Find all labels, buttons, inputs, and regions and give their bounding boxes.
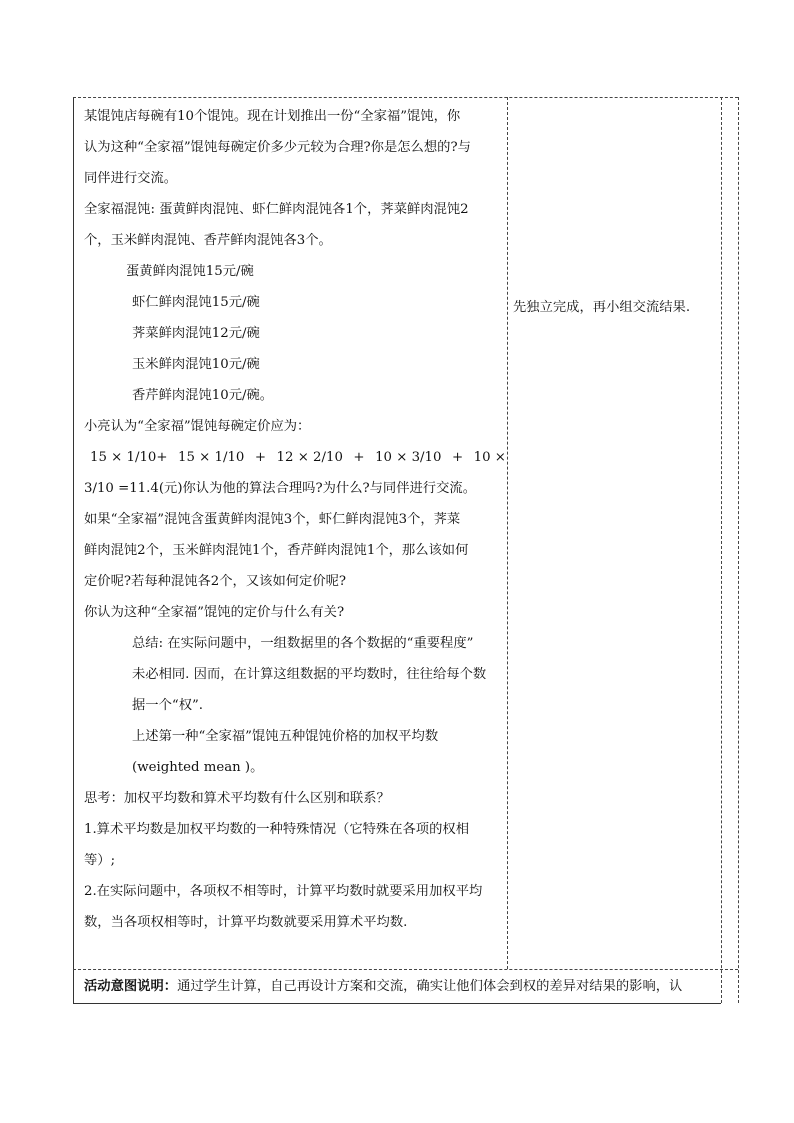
table-left-border [73, 97, 74, 1003]
summary-line-3: 据一个“权”. [132, 698, 204, 713]
formula-line-2: 3/10 =11.4(元)你认为他的算法合理吗?为什么?与同伴进行交流。 [84, 481, 476, 496]
combo-line-1: 全家福混饨: 蛋黄鲜肉混饨、虾仁鲜肉混饨各1个，荠菜鲜肉混饨2 [84, 202, 469, 217]
table-right-outer-border [738, 97, 739, 1003]
question2-line-3: 定价呢?若每种混饨各2个，又该如何定价呢? [84, 574, 347, 589]
combo-line-2: 个，玉米鲜肉混饨、香芹鲜肉混饨各3个。 [84, 233, 332, 248]
summary-line-1: 总结: 在实际问题中，一组数据里的各个数据的“重要程度” [132, 636, 474, 651]
xiaoliang-statement: 小亮认为“全家福”馄饨每碗定价应为： [84, 419, 311, 434]
summary-line-4: 上述第一种“全家福”馄饨五种馄饨价格的加权平均数 [132, 729, 439, 744]
think-question: 思考：加权平均数和算术平均数有什么区别和联系？ [84, 791, 390, 806]
table-column-divider [507, 97, 508, 969]
formula-term: 15 × 1/10 [178, 450, 245, 465]
price-item: 虾仁鲜肉混饨15元/碗 [132, 295, 260, 310]
summary-line-2: 未必相同. 因而，在计算这组数据的平均数时，往往给每个数 [132, 667, 487, 682]
formula-term: 12 × 2/10 [276, 450, 343, 465]
activity-intent-label: 活动意图说明： [84, 979, 178, 994]
formula-term: 10 × [473, 450, 506, 465]
teacher-note-cell [513, 296, 690, 315]
point2-line-2: 数，当各项权相等时，计算平均数就要采用算术平均数. [84, 915, 408, 930]
table-right-inner-border [721, 97, 722, 1003]
activity-intent-text: 通过学生计算，自己再设计方案和交流，确实让他们体会到权的差异对结果的影响，认 [177, 979, 683, 994]
activity-intent-row [84, 975, 724, 999]
formula-term: + [353, 450, 365, 465]
formula-term: 10 × 3/10 [375, 450, 442, 465]
intro-line-2: 认为这种“全家福”馄饨每碗定价多少元较为合理?你是怎么想的?与 [84, 140, 471, 155]
formula-term: + [254, 450, 267, 465]
point1-line-1: 1.算术平均数是加权平均数的一种特殊情况（它特殊在各项的权相 [84, 822, 469, 837]
price-item: 香芹鲜肉混饨10元/碗。 [132, 388, 274, 403]
activity-content-cell [84, 101, 506, 938]
price-item: 荠菜鲜肉混饨12元/碗 [132, 326, 260, 341]
summary-line-5: (weighted mean )。 [132, 760, 264, 775]
table-top-border [73, 97, 738, 98]
question3: 你认为这种“全家福”馄饨的定价与什么有关? [84, 605, 345, 620]
footer-row-top-border [73, 969, 738, 970]
intro-line-1: 某馄饨店每碗有10个馄饨。现在计划推出一份“全家福”馄饨，你 [84, 109, 461, 124]
intro-line-3: 同伴进行交流。 [84, 171, 178, 186]
formula-line-1 [84, 442, 506, 473]
question2-line-1: 如果“全家福”混饨含蛋黄鲜肉混饨3个，虾仁鲜肉混饨3个，荠菜 [84, 512, 461, 527]
formula-term: 15 × 1/10+ [90, 450, 168, 465]
price-item: 玉米鲜肉混饨10元/碗 [132, 357, 260, 372]
question2-line-2: 鲜肉混饨2个，玉米鲜肉混饨1个，香芹鲜肉混饨1个，那么该如何 [84, 543, 469, 558]
teacher-note: 先独立完成，再小组交流结果. [513, 300, 691, 315]
point2-line-1: 2.在实际问题中，各项权不相等时，计算平均数时就要采用加权平均 [84, 884, 483, 899]
price-item: 蛋黄鲜肉混饨15元/碗 [126, 264, 254, 279]
formula-term: + [451, 450, 464, 465]
point1-line-2: 等）; [84, 853, 116, 868]
table-bottom-border [73, 1003, 721, 1004]
